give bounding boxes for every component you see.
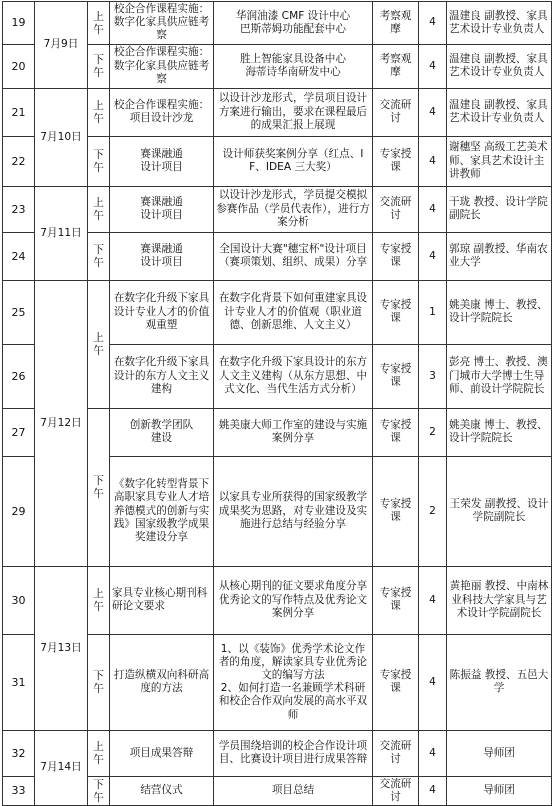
row-number: 22	[3, 136, 35, 186]
table-row	[3, 186, 552, 232]
content-cell: 全国设计大赛"穗宝杯"设计项目（赛项策划、组织、成果）分享	[214, 232, 373, 280]
date-cell: 7月10日	[35, 88, 88, 186]
teacher-cell: 温建良 副教授、家具艺术设计专业负责人	[447, 44, 552, 88]
teacher-cell: 王荣发 副教授、设计学院副院长	[447, 456, 552, 566]
content-cell: 项目总结	[214, 776, 373, 805]
content-cell: 从核心期刊的征文要求角度分享优秀论文的写作特点及优秀论文案例分享	[214, 566, 373, 634]
content-cell: 华润油漆 CMF 设计中心 巴斯蒂姆功能配套中心	[214, 2, 373, 45]
topic-cell: 打造纵横双向科研高度的方法	[110, 634, 214, 730]
teacher-cell: 谢穗坚 高级工艺美术师、家具艺术设计主讲教师	[447, 136, 552, 186]
table-row	[3, 2, 552, 45]
schedule-table	[2, 1, 552, 806]
session-cell: 下午	[88, 44, 110, 88]
table-row	[3, 88, 552, 136]
method-cell: 专家授课	[373, 408, 419, 456]
topic-cell: 校企合作课程实施：数字化家具供应链考察	[110, 44, 214, 88]
topic-cell: 赛课融通 设计项目	[110, 136, 214, 186]
topic-cell: 赛课融通 设计项目	[110, 232, 214, 280]
hours-cell: 4	[419, 232, 447, 280]
method-cell: 交流研讨	[373, 730, 419, 776]
table-row	[3, 280, 552, 344]
content-cell: 在数字化背景下如何重建家具设计专业人才的价值观（职业道德、创新思维、人文主义）	[214, 280, 373, 344]
content-cell: 1、以《装饰》优秀学术论文作者的角度，解读家具专业优秀论文的编写方法 2、如何打造一名兼顾学术科研和校企合作双向发展的高水平双师	[214, 634, 373, 730]
topic-cell: 创新教学团队 建设	[110, 408, 214, 456]
row-number: 31	[3, 634, 35, 730]
date-cell: 7月12日	[35, 280, 88, 566]
method-cell: 专家授课	[373, 456, 419, 566]
method-cell: 交流研讨	[373, 186, 419, 232]
row-number: 33	[3, 776, 35, 805]
method-cell: 考察观摩	[373, 2, 419, 45]
session-cell: 上午	[88, 566, 110, 634]
hours-cell: 4	[419, 634, 447, 730]
teacher-cell: 干珑 教授、设计学院副院长	[447, 186, 552, 232]
session-cell: 上午	[88, 730, 110, 776]
session-cell: 下午	[88, 408, 110, 566]
table-row	[3, 566, 552, 634]
row-number: 20	[3, 44, 35, 88]
hours-cell: 2	[419, 456, 447, 566]
topic-cell: 在数字化升级下家具设计专业人才的价值观重塑	[110, 280, 214, 344]
teacher-cell: 黄艳丽 教授、中南林业科技大学家具与艺术设计学院副院长	[447, 566, 552, 634]
row-number: 23	[3, 186, 35, 232]
row-number: 25	[3, 280, 35, 344]
topic-cell: 家具专业核心期刊科研论文要求	[110, 566, 214, 634]
session-cell: 下午	[88, 136, 110, 186]
content-cell: 设计师获奖案例分享（红点、IF、IDEA 三大奖）	[214, 136, 373, 186]
session-cell: 下午	[88, 634, 110, 730]
teacher-cell: 姚美康 博士、教授、设计学院院长	[447, 408, 552, 456]
hours-cell: 2	[419, 408, 447, 456]
date-cell: 7月14日	[35, 730, 88, 805]
content-cell: 姚美康大师工作室的建设与实施案例分享	[214, 408, 373, 456]
method-cell: 专家授课	[373, 232, 419, 280]
row-number: 29	[3, 456, 35, 566]
teacher-cell: 彭亮 博士、教授、澳门城市大学博士生导师、前设计学院院长	[447, 344, 552, 408]
content-cell: 胜上智能家具设备中心 海蒂诗华南研发中心	[214, 44, 373, 88]
teacher-cell: 导师团	[447, 776, 552, 805]
topic-cell: 结营仪式	[110, 776, 214, 805]
row-number: 21	[3, 88, 35, 136]
topic-cell: 校企合作课程实施：数字化家具供应链考察	[110, 2, 214, 45]
hours-cell: 4	[419, 44, 447, 88]
hours-cell: 1	[419, 280, 447, 344]
table-row	[3, 730, 552, 776]
topic-cell: 在数字化升级下家具设计的东方人文主义建构	[110, 344, 214, 408]
row-number: 32	[3, 730, 35, 776]
method-cell: 交流研讨	[373, 88, 419, 136]
hours-cell: 3	[419, 344, 447, 408]
hours-cell: 4	[419, 776, 447, 805]
hours-cell: 4	[419, 566, 447, 634]
method-cell: 专家授课	[373, 344, 419, 408]
topic-cell: 校企合作课程实施：项目设计沙龙	[110, 88, 214, 136]
row-number: 30	[3, 566, 35, 634]
row-number: 24	[3, 232, 35, 280]
hours-cell: 4	[419, 186, 447, 232]
teacher-cell: 姚美康 博士、教授、设计学院院长	[447, 280, 552, 344]
topic-cell: 赛课融通 设计项目	[110, 186, 214, 232]
method-cell: 交流研讨	[373, 776, 419, 805]
session-cell: 上午	[88, 88, 110, 136]
date-cell: 7月13日	[35, 566, 88, 730]
teacher-cell: 温建良 副教授、家具艺术设计专业负责人	[447, 2, 552, 45]
hours-cell: 4	[419, 2, 447, 45]
method-cell: 专家授课	[373, 280, 419, 344]
content-cell: 以设计沙龙形式，学员提交模拟参赛作品（学员代表作），进行方案分析	[214, 186, 373, 232]
content-cell: 以设计沙龙形式，学员项目设计方案进行输出，要求在课程最后的成果汇报上展现	[214, 88, 373, 136]
content-cell: 以家具专业所获得的国家级教学成果奖为思路，对专业建设及实施进行总结与经验分享	[214, 456, 373, 566]
method-cell: 专家授课	[373, 566, 419, 634]
teacher-cell: 导师团	[447, 730, 552, 776]
row-number: 27	[3, 408, 35, 456]
method-cell: 专家授课	[373, 136, 419, 186]
session-cell: 下午	[88, 776, 110, 805]
hours-cell: 4	[419, 136, 447, 186]
row-number: 26	[3, 344, 35, 408]
session-cell: 上午	[88, 186, 110, 232]
topic-cell: 《数字化转型背景下高职家具专业人才培养德模式的创新与实践》国家级教学成果奖建设分享	[110, 456, 214, 566]
teacher-cell: 陈振益 教授、五邑大学	[447, 634, 552, 730]
row-number: 19	[3, 2, 35, 45]
hours-cell: 4	[419, 88, 447, 136]
hours-cell: 4	[419, 730, 447, 776]
method-cell: 专家授课	[373, 634, 419, 730]
session-cell: 上午	[88, 2, 110, 45]
topic-cell: 项目成果答辩	[110, 730, 214, 776]
date-cell: 7月9日	[35, 2, 88, 89]
session-cell: 上午	[88, 280, 110, 408]
date-cell: 7月11日	[35, 186, 88, 280]
teacher-cell: 郭琼 副教授、华南农业大学	[447, 232, 552, 280]
method-cell: 考察观摩	[373, 44, 419, 88]
content-cell: 学员围绕培训的校企合作设计项目、比赛设计项目进行成果答辩	[214, 730, 373, 776]
session-cell: 下午	[88, 232, 110, 280]
content-cell: 在数字化升级下家具设计的东方人文主义建构（从东方思想、中式文化、当代生活方式分析）	[214, 344, 373, 408]
teacher-cell: 温建良 副教授、家具艺术设计专业负责人	[447, 88, 552, 136]
